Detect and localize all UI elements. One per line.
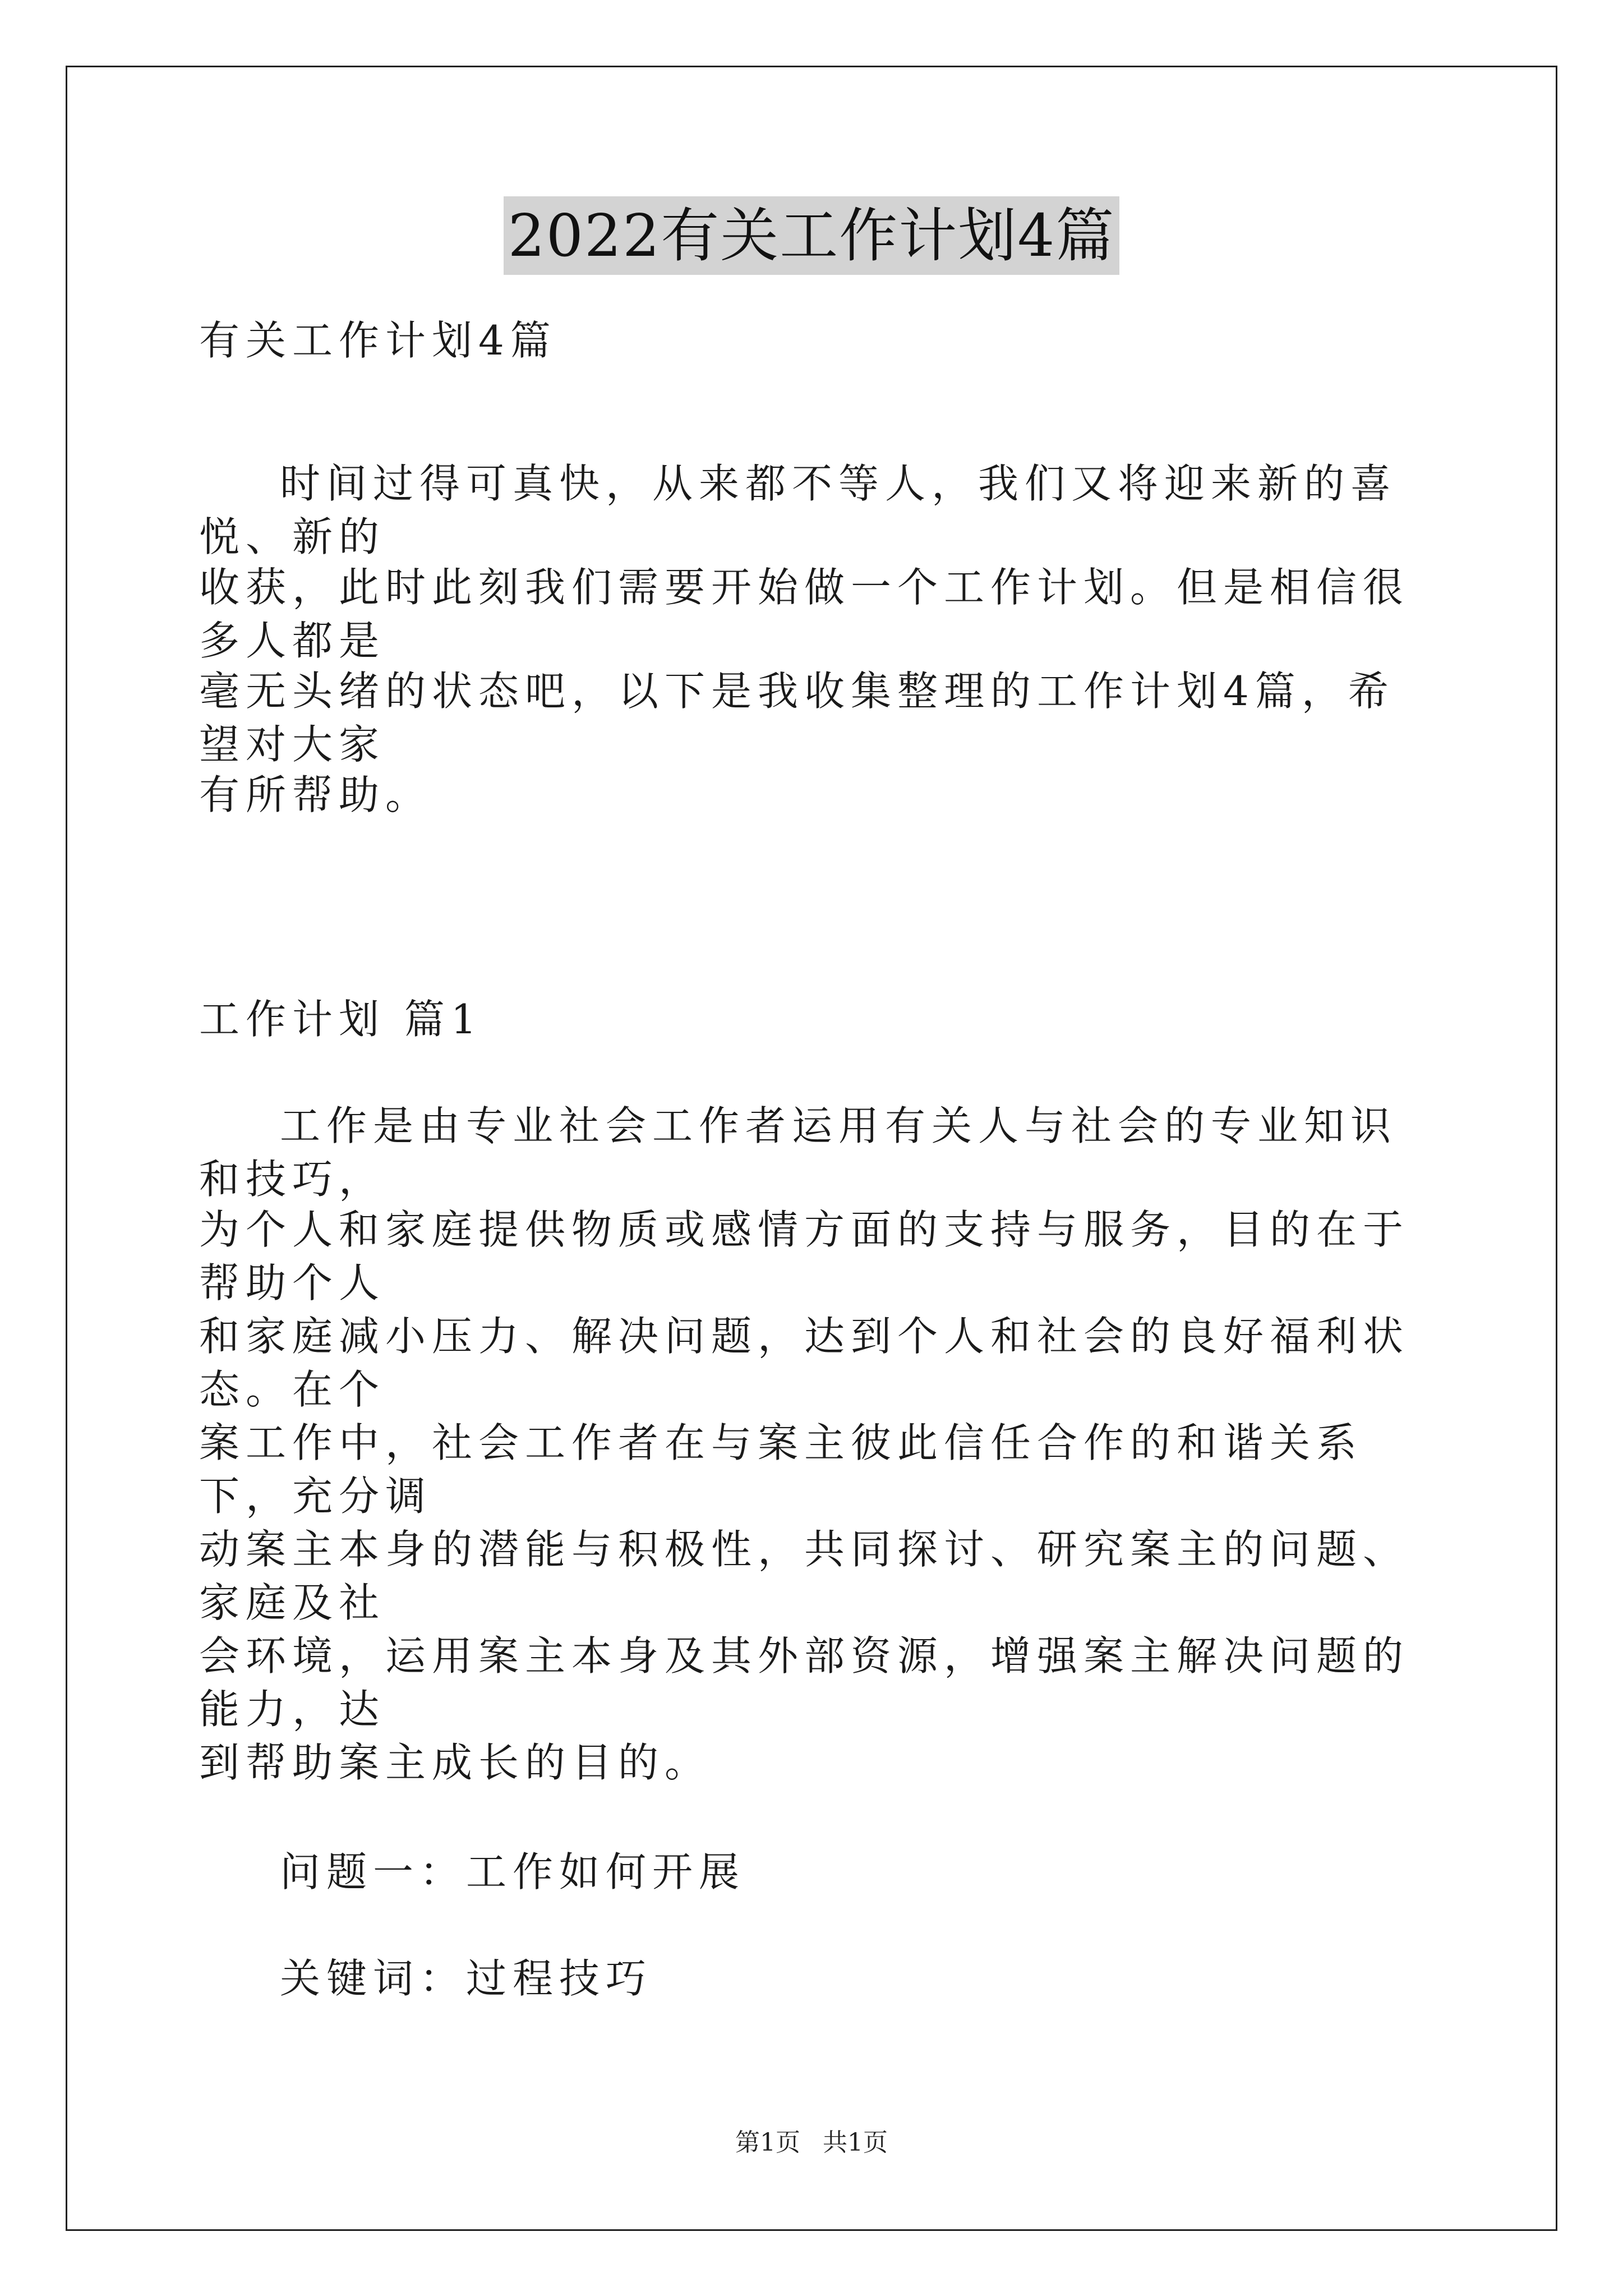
document-subtitle: 有关工作计划4篇 (199, 317, 557, 364)
question-line: 问题一：工作如何开展 (280, 1848, 746, 1895)
page-number-total: 共1页 (823, 2128, 888, 2157)
intro-line-4: 有所帮助。 (199, 771, 432, 818)
section-line-7: 到帮助案主成长的目的。 (199, 1739, 712, 1786)
section-line-1: 工作是由专业社会工作者运用有关人与社会的专业知识和技巧， (199, 1102, 1398, 1203)
section-line-6: 会环境，运用案主本身及其外部资源，增强案主解决问题的能力，达 (199, 1632, 1410, 1733)
section-line-5: 动案主本身的潜能与积极性，共同探讨、研究案主的问题、家庭及社 (199, 1526, 1410, 1626)
title-container (0, 196, 1623, 275)
page-footer (0, 2126, 1623, 2160)
document-title: 2022有关工作计划4篇 (504, 196, 1120, 275)
page-number-current: 第1页 (735, 2128, 800, 2157)
section-line-3: 和家庭减小压力、解决问题，达到个人和社会的良好福利状态。在个 (199, 1313, 1410, 1413)
intro-line-1: 时间过得可真快，从来都不等人，我们又将迎来新的喜悦、新的 (199, 460, 1398, 560)
keywords-line: 关键词：过程技巧 (280, 1955, 653, 2002)
section-line-4: 案工作中，社会工作者在与案主彼此信任合作的和谐关系下，充分调 (199, 1419, 1363, 1520)
section-heading: 工作计划 篇1 (199, 996, 483, 1043)
intro-line-3: 毫无头绪的状态吧，以下是我收集整理的工作计划4篇，希望对大家 (199, 668, 1395, 768)
section-line-2: 为个人和家庭提供物质或感情方面的支持与服务，目的在于帮助个人 (199, 1206, 1410, 1306)
intro-line-2: 收获，此时此刻我们需要开始做一个工作计划。但是相信很多人都是 (199, 564, 1410, 664)
